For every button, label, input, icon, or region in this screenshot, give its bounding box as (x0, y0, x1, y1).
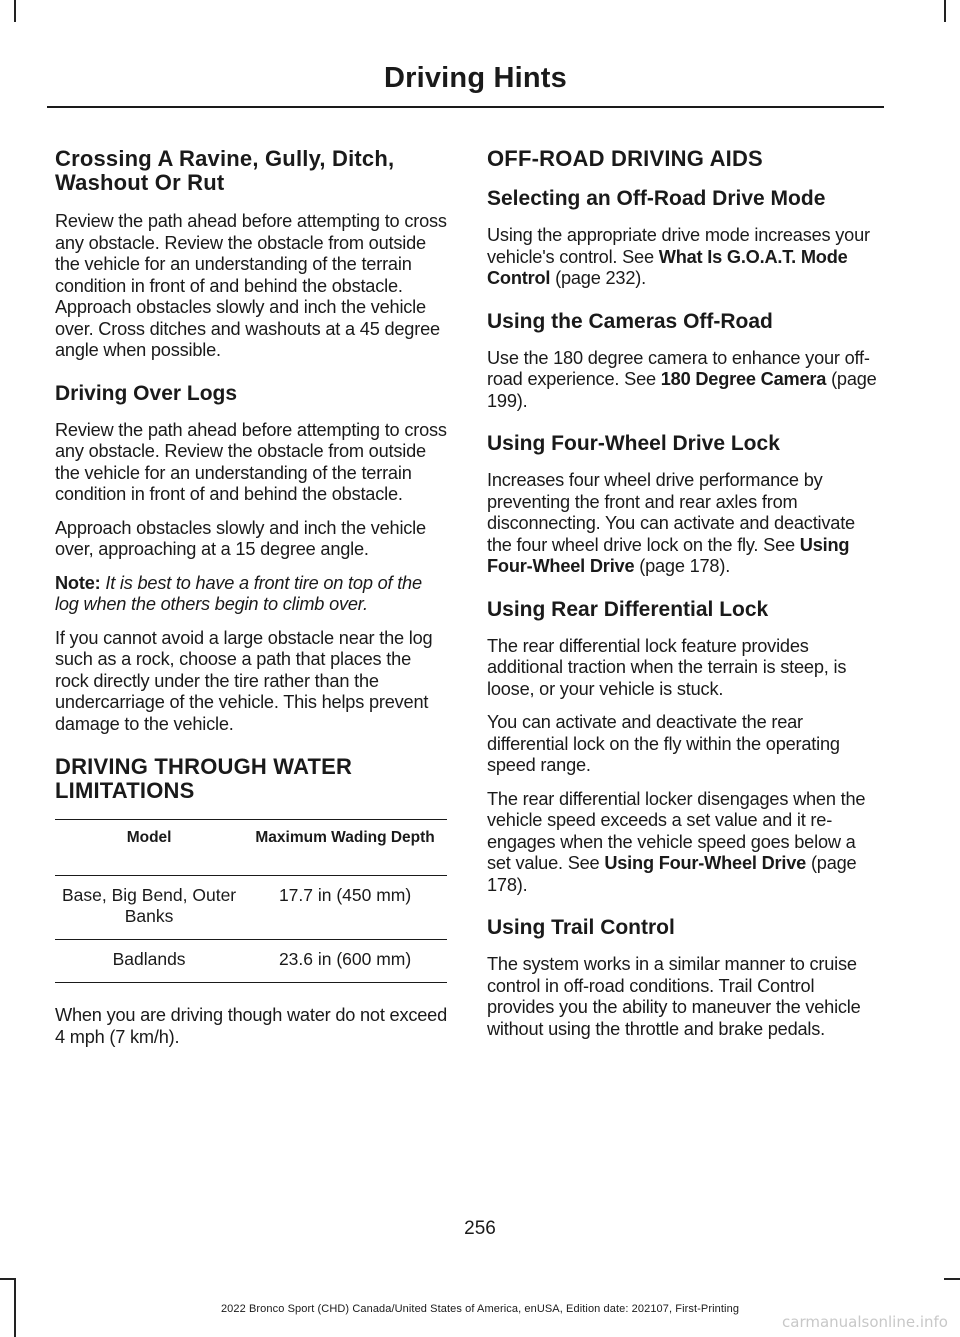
diff-lock-heading: Using Rear Differential Lock (487, 597, 769, 621)
fwd-lock-page-ref: (page 178). (639, 556, 731, 576)
table-cell-depth: 17.7 in (450 mm) (278, 885, 412, 905)
aids-heading: OFF-ROAD DRIVING AIDS (487, 146, 763, 171)
right-column (487, 147, 879, 1052)
crop-mark (944, 0, 946, 22)
diff-lock-page-ref: (page 178). (487, 853, 857, 895)
water-paragraph: When you are driving though water do not exceed 4 mph (7 km/h). (55, 1005, 447, 1047)
diff-lock-xref-link[interactable]: Using Four-Wheel Drive (604, 853, 807, 873)
cameras-heading: Using the Cameras Off-Road (487, 309, 773, 333)
note-text: It is best to have a front tire on top of the log when the others begin to climb over. (55, 572, 422, 614)
crop-mark (14, 0, 16, 22)
fwd-lock-heading: Using Four-Wheel Drive Lock (487, 432, 780, 455)
diff-lock-paragraph-1: The rear differential lock feature provides additional traction when the terrain is steep, is loose, or your vehicle is stuck. (487, 635, 847, 699)
note-paragraph (55, 573, 447, 616)
table-cell-depth: 23.6 in (600 mm) (278, 949, 412, 969)
cameras-xref-link[interactable]: 180 Degree Camera (660, 369, 827, 389)
crop-mark (944, 1278, 960, 1280)
wading-depth-table (55, 819, 447, 983)
left-column (55, 147, 447, 1060)
mode-text: Using the appropriate drive mode increases your vehicle's control. See (487, 225, 870, 267)
mode-heading: Selecting an Off-Road Drive Mode (487, 187, 826, 210)
water-heading: DRIVING THROUGH WATER LIMITATIONS (55, 754, 353, 803)
fwd-lock-text: Increases four wheel drive performance by preventing the front and rear axles from disconnecting. You can activate and deactivate the four wheel drive lock on the fly. See (487, 470, 855, 555)
page-number: 256 (464, 1218, 496, 1239)
page-header-title: Driving Hints (383, 62, 567, 94)
table-row (55, 940, 447, 983)
table-cell-model: Badlands (112, 949, 186, 969)
logs-paragraph-1: Review the path ahead before attempting to cross any obstacle. Review the obstacle from outside the vehicle for an understanding of the terrain condition in front of and behind the obstacle. (55, 419, 447, 504)
table-cell-model: Base, Big Bend, Outer Banks (62, 885, 237, 926)
table-header-depth: Maximum Wading Depth (255, 829, 435, 846)
logs-paragraph-2: Approach obstacles slowly and inch the vehicle over, approaching at a 15 degree angle. (55, 517, 426, 559)
mode-xref-link[interactable]: What Is G.O.A.T. Mode Control (487, 246, 848, 288)
crossing-paragraph: Review the path ahead before attempting to cross any obstacle. Review the obstacle from outside the vehicle for an understanding of the terrain condition in front of and behind the obstacle. Approach obstacles slowly and inch the vehicle over. Cross ditches and washouts at a 45 degree angle when possible. (55, 211, 447, 360)
diff-lock-paragraph-2: You can activate and deactivate the rear differential lock on the fly within the operating speed range. (487, 712, 840, 775)
table-header-model: Model (126, 829, 172, 846)
cameras-page-ref: (page 199). (487, 369, 877, 411)
logs-paragraph-3: If you cannot avoid a large obstacle near the log such as a rock, choose a path that places the rock directly under the tire rather than the undercarriage of the vehicle. This helps prevent damage to the vehicle. (55, 627, 433, 734)
mode-paragraph (487, 225, 879, 290)
logs-heading: Driving Over Logs (55, 381, 238, 405)
edition-footer: 2022 Bronco Sport (CHD) Canada/United States of America, enUSA, Edition date: 202107, First-Printing (220, 1303, 740, 1315)
crossing-heading: Crossing A Ravine, Gully, Ditch, Washout Or Rut (55, 146, 395, 195)
trail-control-paragraph: The system works in a similar manner to cruise control in off-road conditions. Trail Control provides you the ability to maneuver the vehicle without using the throttle and brake pedals. (487, 954, 861, 1039)
fwd-lock-xref-link[interactable]: Using Four-Wheel Drive (487, 534, 850, 576)
trail-control-heading: Using Trail Control (487, 916, 675, 939)
cameras-paragraph (487, 348, 879, 413)
fwd-lock-paragraph (487, 470, 879, 578)
table-row (55, 876, 447, 940)
watermark: carmanualsonline.info (782, 1313, 948, 1331)
table-header-row (55, 820, 447, 876)
note-label: Note: (55, 572, 101, 593)
diff-lock-text: The rear differential locker disengages when the vehicle speed exceeds a set value and it re-engages when the vehicle speed goes below a set value. See (487, 788, 866, 873)
header-divider (47, 106, 884, 108)
mode-page-ref: (page 232). (555, 268, 646, 288)
cameras-text: Use the 180 degree camera to enhance your off-road experience. See (487, 347, 870, 389)
diff-lock-paragraph-3 (487, 789, 879, 897)
